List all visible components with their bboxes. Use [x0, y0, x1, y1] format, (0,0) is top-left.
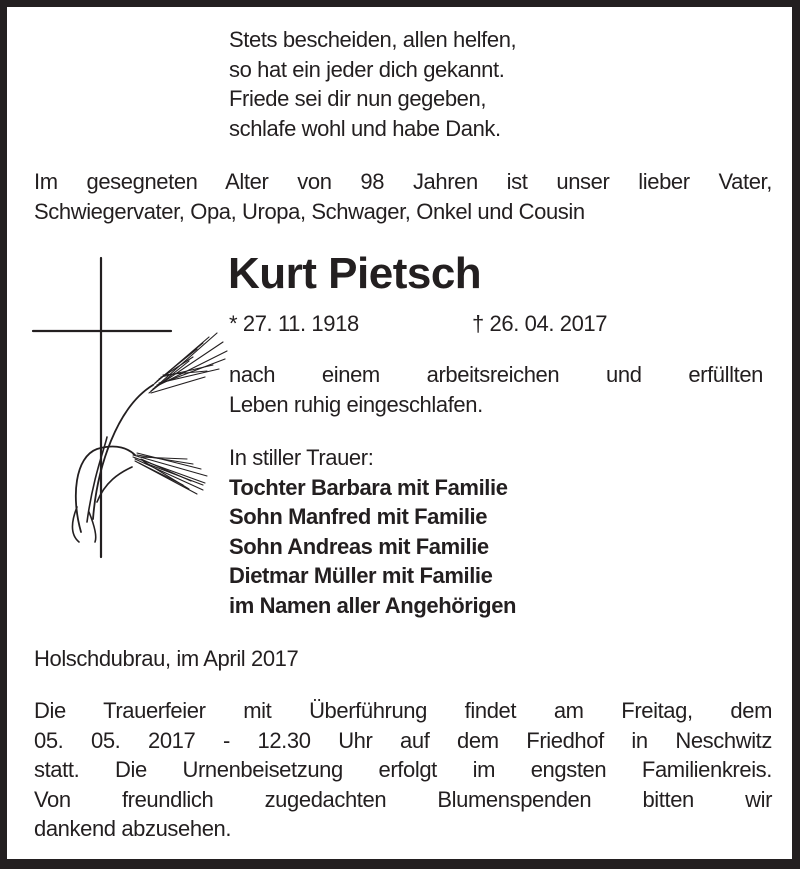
life-line: nach einem arbeitsreichen und erfüllten [229, 362, 763, 387]
poem-line: so hat ein jeder dich gekannt. [229, 56, 505, 82]
mourner-name: im Namen aller Angehörigen [229, 592, 517, 618]
funeral-line: 05. 05. 2017 - 12.30 Uhr auf dem Friedhof in Neschwitz [34, 727, 772, 753]
funeral-info [34, 696, 772, 844]
funeral-line: statt. Die Urnenbeisetzung erfolgt im engsten Familienkreis. [34, 757, 772, 782]
poem [229, 25, 516, 143]
poem-line: Friede sei dir nun gegeben, [229, 86, 487, 111]
place-date: Holschdubrau, im April 2017 [34, 646, 299, 671]
mourner-name: Sohn Manfred mit Familie [229, 504, 488, 529]
death-date: † 26. 04. 2017 [472, 311, 608, 336]
cross-with-wheat-icon [7, 7, 247, 587]
intro-line: Im gesegneten Alter von 98 Jahren ist unser lieber Vater, [34, 169, 772, 194]
poem-line: Stets bescheiden, allen helfen, [229, 27, 517, 52]
life-dates [229, 309, 608, 339]
mourner-name: Tochter Barbara mit Familie [229, 474, 508, 500]
poem-line: schlafe wohl und habe Dank. [229, 115, 501, 141]
funeral-line: Die Trauerfeier mit Überführung findet am Freitag, dem [34, 698, 772, 723]
obituary-notice [7, 7, 792, 859]
life-text [229, 360, 763, 419]
deceased-name: Kurt Pietsch [228, 249, 482, 298]
mourner-name: Sohn Andreas mit Familie [229, 533, 489, 559]
funeral-line: dankend abzusehen. [34, 816, 232, 841]
life-line: Leben ruhig eingeschlafen. [229, 391, 483, 417]
mourners-heading: In stiller Trauer: [229, 445, 374, 470]
birth-date: * 27. 11. 1918 [229, 311, 359, 336]
mourners-list [229, 443, 516, 620]
funeral-line: Von freundlich zugedachten Blumenspenden bitten wir [34, 786, 772, 812]
intro-line: Schwiegervater, Opa, Uropa, Schwager, Onkel und Cousin [34, 198, 585, 224]
mourner-name: Dietmar Müller mit Familie [229, 563, 493, 588]
